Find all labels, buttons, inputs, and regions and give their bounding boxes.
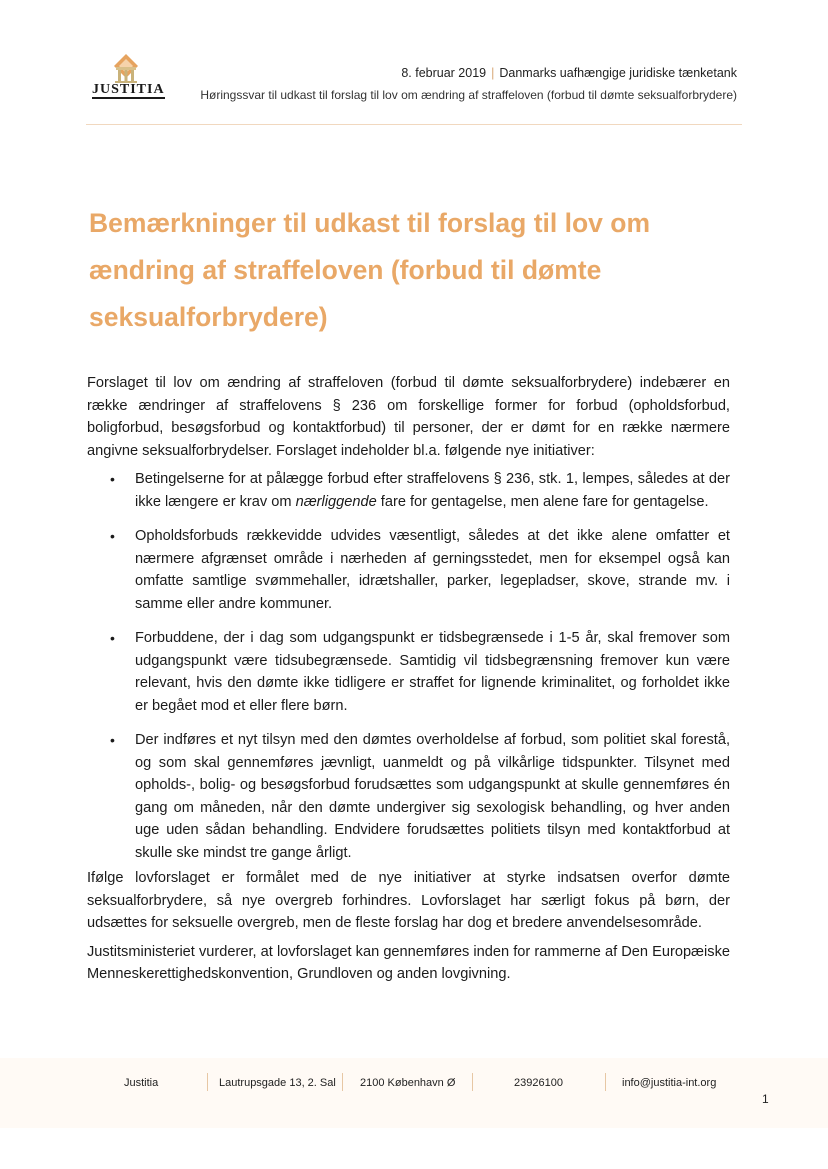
- bullet-text: Forbuddene, der i dag som udgangspunkt er tidsbegrænsede i 1-5 år, skal fremover som udgangspunkt være tidsubegrænsede. Samtidig vil tidsbegrænsning fremover kun være relevant, hvis den dømte ikke tidligere er straffet for lignende kriminalitet, og forholdet ikke er begået mod et eller flere børn.: [135, 630, 730, 714]
- footer-email[interactable]: info@justitia-int.org: [622, 1077, 717, 1089]
- footer-phone: 23926100: [514, 1077, 563, 1089]
- header-subtitle: Høringssvar til udkast til forslag til lov om ændring af straffeloven (forbud til dømte seksualforbrydere): [200, 88, 737, 102]
- purpose-paragraph: Ifølge lovforslaget er formålet med de nye initiativer at styrke indsatsen overfor dømte seksualforbrydere, så nye overgreb forhindres. Lovforslaget har særligt fokus på børn, der udsættes for seksuelle overgreb, men de fleste forslag har dog et bredere anvendelsesområde.: [87, 870, 730, 931]
- list-item: [110, 525, 730, 615]
- bullet-text: Opholdsforbuds rækkevidde udvides væsentligt, således at det ikke alene omfatter et nærmere afgrænset område i nærheden af gerningsstedet, men for eksempel også kan omfatte samtlige svømmehaller, idrætshaller, parker, legepladser, skove, strande mv. i samme eller andre kommuner.: [135, 528, 730, 612]
- bullet-text-end: fare for gentagelse, men alene fare for gentagelse.: [376, 493, 709, 510]
- bullet-icon: •: [110, 630, 115, 646]
- header-divider: [86, 124, 742, 125]
- page-footer: [0, 1058, 828, 1128]
- document-body: [87, 372, 730, 986]
- list-item: [110, 627, 730, 717]
- bullet-icon: •: [110, 528, 115, 544]
- bullet-text: Betingelserne for at pålægge forbud efter straffelovens § 236, stk. 1, lempes, således at der ikke længere er krav om: [135, 471, 730, 510]
- header-separator: |: [491, 66, 495, 80]
- bullet-text: Der indføres et nyt tilsyn med den dømtes overholdelse af forbud, som politiet skal forestå, og som skal gennemføres jævnligt, uanmeldt og på vilkårlige tidspunkter. Tilsynet med opholds-, bolig- og besøgsforbud forudsættes som udgangspunkt at skulle gennemføres én gang om måneden, når den dømte undergiver sig sexologisk behandling, og hver anden uge uden sådan behandling. Endvidere forudsættes politiets tilsyn med kontaktforbud at skulle ske mindst tre gange årligt.: [135, 732, 730, 861]
- bullet-icon: •: [110, 732, 115, 748]
- footer-city: 2100 København Ø: [360, 1077, 456, 1089]
- footer-divider: [207, 1073, 208, 1091]
- intro-paragraph: Forslaget til lov om ændring af straffeloven (forbud til dømte seksualforbrydere) indebærer en række ændringer af straffelovens § 236 om forskellige former for forbud (opholdsforbud, boligforbud, besøgsforbud og kontaktforbud) til personer, der er dømt for en række nærmere angivne seksualforbrydelser. Forslaget indeholder bl.a. følgende nye initiativer:: [87, 375, 730, 459]
- header-tagline: Danmarks uafhængige juridiske tænketank: [499, 66, 737, 80]
- header-date: 8. februar 2019: [401, 66, 487, 80]
- bullet-icon: •: [110, 471, 115, 487]
- footer-divider: [472, 1073, 473, 1091]
- footer-address: Lautrupsgade 13, 2. Sal: [219, 1077, 336, 1089]
- bullet-emphasis: nærliggende: [295, 493, 377, 510]
- page-number: 1: [762, 1092, 769, 1106]
- footer-org: Justitia: [124, 1077, 159, 1089]
- footer-divider: [342, 1073, 343, 1091]
- list-item: [110, 468, 730, 513]
- logo-wordmark: JUSTITIA: [92, 82, 165, 97]
- initiatives-list: [87, 468, 730, 864]
- header-meta: [401, 66, 737, 80]
- footer-divider: [605, 1073, 606, 1091]
- document-title: Bemærkninger til udkast til forslag til lov om ændring af straffeloven (forbud til dømte seksualforbrydere): [89, 208, 651, 332]
- list-item: [110, 729, 730, 864]
- assessment-paragraph: Justitsministeriet vurderer, at lovforslaget kan gennemføres inden for rammerne af Den Europæiske Menneskerettighedskonvention, Grundloven og anden lovgivning.: [87, 943, 730, 982]
